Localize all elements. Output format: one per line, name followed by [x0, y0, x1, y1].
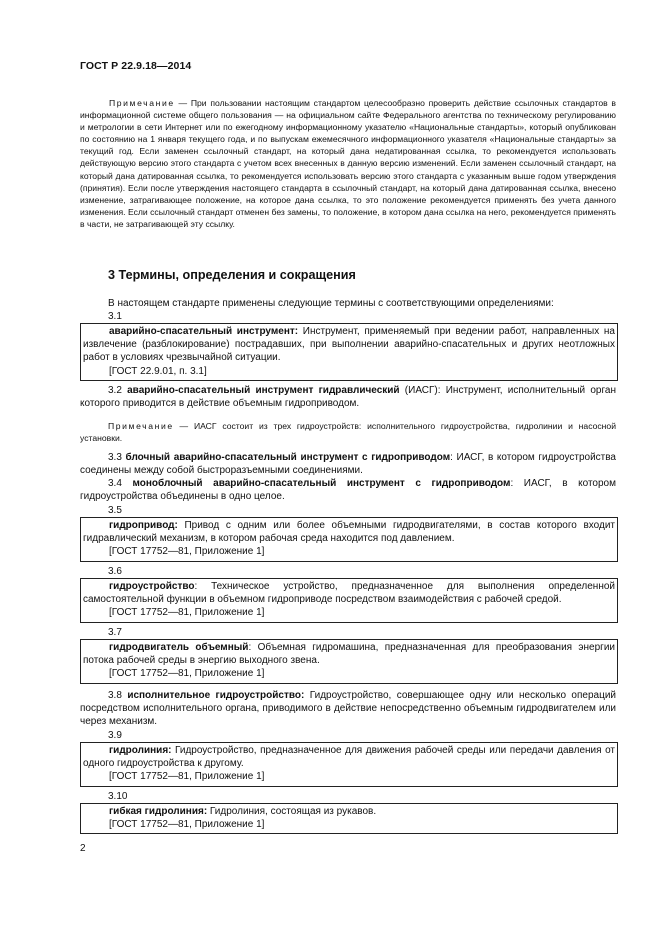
term-definition: : Техническое устройство, предназначенное для выполнения определенной самостоятельной функции в объемном гидроприводе посредством взаимодействия с рабочей средой.	[83, 581, 615, 606]
term-number-3-5: 3.5	[108, 505, 122, 516]
term-note	[80, 420, 616, 444]
term-number-3-7: 3.7	[108, 627, 122, 638]
term-definition: Привод с одним или более объемными гидродвигателями, в состав которого входит гидравлический механизм, в котором рабочая среда находится под давлением.	[83, 520, 615, 545]
term-number-3-1: 3.1	[108, 311, 122, 322]
term-definition: Инструмент, применяемый при ведении работ, направленных на извлечение (разблокирование) пострадавших, при выполнении аварийно-спасательных и других неотложных работ в условиях чрезвычайной ситуации.	[83, 326, 615, 364]
note-label: Примечание	[109, 98, 175, 108]
term-number: 3.2	[108, 385, 128, 396]
note-text: — ИАСГ состоит из трех гидроустройств: исполнительного гидроустройства, гидролинии и насосной установки.	[80, 421, 616, 443]
term-box-3-10	[80, 803, 618, 834]
term-box-3-7	[80, 639, 618, 684]
term-definition: : ИАСГ, в котором гидроустройства соединены между собой быстроразъемными соединениями.	[80, 452, 616, 477]
section-heading: 3 Термины, определения и сокращения	[108, 268, 356, 282]
term-box-3-5	[80, 517, 618, 562]
term-name: аварийно-спасательный инструмент:	[109, 326, 299, 337]
term-number-3-9: 3.9	[108, 730, 122, 741]
term-number: 3.4	[108, 478, 133, 489]
term-reference: [ГОСТ 22.9.01, п. 3.1]	[109, 365, 207, 377]
term-name: блочный аварийно-спасательный инструмент с гидроприводом	[125, 452, 451, 463]
term-definition: Гидроустройство, предназначенное для движения рабочей среды или передачи давления от одного гидроустройства к другому.	[83, 745, 615, 770]
term-3-3	[80, 451, 616, 477]
term-box-3-1	[80, 323, 618, 381]
term-name: гибкая гидролиния:	[109, 806, 208, 817]
term-name: гидродвигатель объемный	[109, 642, 249, 653]
note-text: — При пользовании настоящим стандартом целесообразно проверить действие ссылочных стандартов в информационной системе общего пользования — на официальном сайте Федерального агентства по техническому регулированию и метрологии в сети Интернет или по ежегодному информационному указателю «Национальные стандарты», который опубликован по состоянию на 1 января текущего года, и по выпускам ежемесячного информационного указателя «Национальные стандарты» за текущий год. Если заменен ссылочный стандарт, на который дана недатированная ссылка, то рекомендуется использовать действующую версию этого стандарта с учетом всех внесенных в данную версию изменений. Если заменен ссылочный стандарт, на который дана датированная ссылка, то рекомендуется использовать версию этого стандарта с указанным выше годом утверждения (принятия). Если после утверждения настоящего стандарта в ссылочный стандарт, на который дана датированная ссылка, внесено изменение, затрагивающее положение, на которое дана ссылка, то это положение рекомендуется применять без учета данного изменения. Если ссылочный стандарт отменен без замены, то положение, в котором дана ссылка на него, рекомендуется применять в части, не затрагивающей эту ссылку.	[80, 98, 616, 229]
term-definition: (ИАСГ): Инструмент, исполнительный орган которого приводится в действие объемным гидроприводом.	[80, 385, 616, 410]
term-3-2	[80, 384, 616, 410]
term-number: 3.3	[108, 452, 126, 463]
term-name: исполнительное гидроустройство:	[127, 690, 305, 701]
note-label: Примечание	[108, 421, 174, 431]
term-number: 3.8	[108, 690, 128, 701]
term-box-3-6	[80, 578, 618, 623]
term-definition: : Объемная гидромашина, предназначенная для преобразования энергии потока рабочей среды в энергию выходного звена.	[83, 642, 615, 667]
term-name: аварийно-спасательный инструмент гидравлический	[127, 385, 400, 396]
term-box-3-9	[80, 742, 618, 787]
term-3-4	[80, 477, 616, 503]
term-reference: [ГОСТ 17752—81, Приложение 1]	[109, 607, 265, 619]
reference-note	[80, 97, 616, 230]
term-definition: Гидроустройство, совершающее одну или несколько операций посредством исполнительного органа, приводимого в действие непосредственно объемным гидродвигателем или через механизм.	[80, 690, 616, 728]
document-header: ГОСТ Р 22.9.18—2014	[80, 60, 192, 72]
term-3-8	[80, 689, 616, 729]
term-reference: [ГОСТ 17752—81, Приложение 1]	[109, 668, 265, 680]
page-number: 2	[80, 843, 86, 854]
term-name: гидролиния:	[109, 745, 172, 756]
term-definition: : ИАСГ, в котором гидроустройства объединены в одно целое.	[80, 478, 616, 503]
term-name: гидропривод:	[109, 520, 178, 531]
term-name: гидроустройство	[109, 581, 195, 592]
term-number-3-6: 3.6	[108, 566, 122, 577]
term-definition: Гидролиния, состоящая из рукавов.	[207, 806, 377, 817]
term-reference: [ГОСТ 17752—81, Приложение 1]	[109, 771, 265, 783]
term-reference: [ГОСТ 17752—81, Приложение 1]	[109, 546, 265, 558]
term-name: моноблочный аварийно-спасательный инструмент с гидроприводом	[132, 478, 511, 489]
term-number-3-10: 3.10	[108, 791, 128, 802]
term-reference: [ГОСТ 17752—81, Приложение 1]	[109, 819, 265, 831]
section-intro: В настоящем стандарте применены следующие термины с соответствующими определениями:	[108, 298, 554, 309]
